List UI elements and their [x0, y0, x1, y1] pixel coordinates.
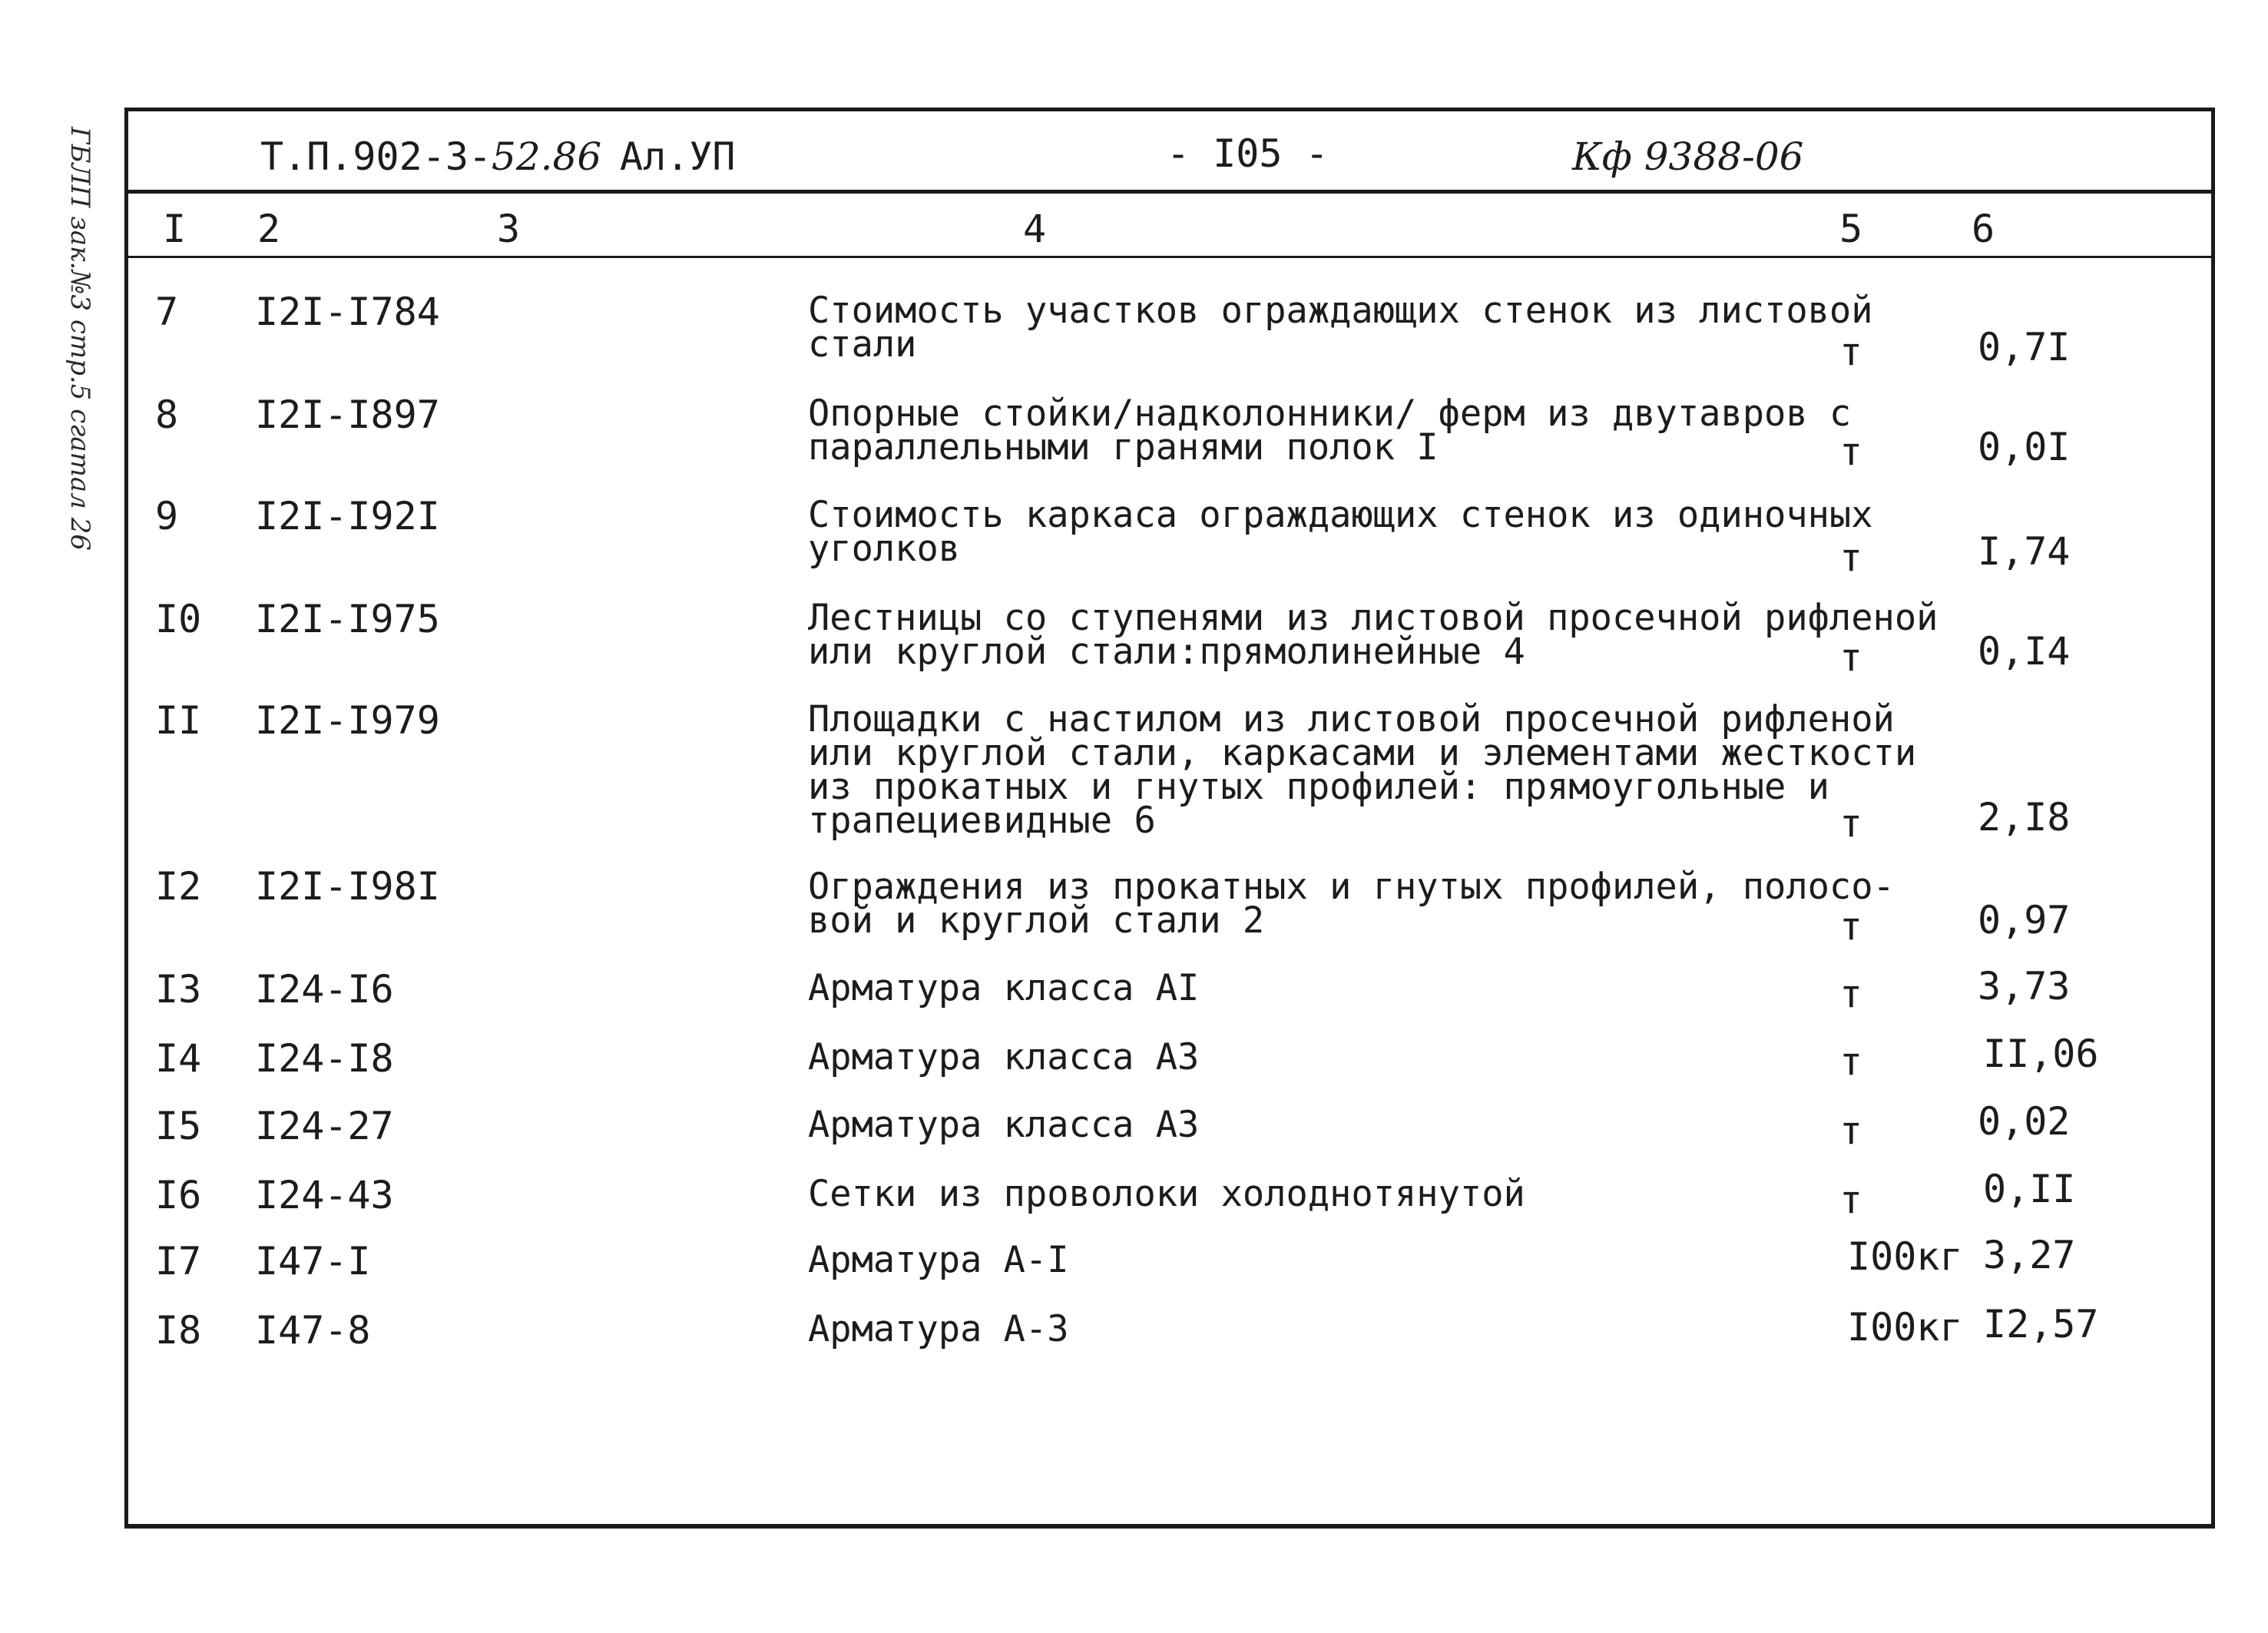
quantity: II,06 [1983, 1032, 2099, 1076]
row-number: 9 [155, 494, 179, 538]
quantity: 0,I4 [1978, 629, 2071, 674]
row-number: I6 [155, 1173, 202, 1217]
unit: т [1839, 535, 1863, 580]
work-description: Стоимость каркаса ограждающих стенок из одиночных уголков [808, 494, 1873, 570]
price-code: I2I-I784 [255, 290, 440, 334]
quantity: I,74 [1978, 529, 2071, 574]
quantity: 0,97 [1978, 898, 2071, 942]
quantity: 3,27 [1983, 1233, 2076, 1277]
work-description: Лестницы со ступенями из листовой просечной рифленой или круглой стали:прямолинейные 4 [808, 597, 1939, 673]
price-code: I24-43 [255, 1173, 394, 1217]
quantity: 0,02 [1978, 1099, 2071, 1144]
unit: т [1839, 635, 1863, 680]
price-code: I47-8 [255, 1308, 371, 1353]
price-code: I24-I8 [255, 1036, 394, 1081]
price-code: I2I-I92I [255, 494, 440, 538]
column-header-3: 3 [497, 207, 521, 251]
project-number-handwritten: 52.86 [492, 134, 602, 179]
price-code: I2I-I897 [255, 393, 440, 437]
row-number: 7 [155, 290, 179, 334]
unit: т [1839, 1108, 1863, 1153]
quantity: 2,I8 [1978, 795, 2071, 840]
quantity: 0,7I [1978, 325, 2071, 369]
unit: т [1839, 801, 1863, 846]
unit: т [1839, 1039, 1863, 1084]
row-number: 8 [155, 393, 179, 437]
page-number: - I05 - [1167, 131, 1329, 176]
row-number: I5 [155, 1104, 202, 1148]
work-description: Арматура класса АI [808, 967, 1200, 1009]
column-header-6: 6 [1972, 207, 1995, 251]
work-description: Стоимость участков ограждающих стенок из листовой стали [808, 290, 1873, 366]
unit: т [1839, 429, 1863, 474]
quantity: I2,57 [1983, 1302, 2099, 1346]
price-code: I47-I [255, 1239, 371, 1284]
price-code: I2I-I98I [255, 864, 440, 909]
column-header-divider [128, 256, 2211, 258]
column-header-5: 5 [1839, 207, 1863, 251]
row-number: I3 [155, 967, 202, 1012]
work-description: Арматура А-3 [808, 1308, 1069, 1350]
price-code: I2I-I979 [255, 698, 440, 743]
row-number: I2 [155, 864, 202, 909]
album-label: Ал.УП [620, 134, 736, 179]
column-header-2: 2 [257, 207, 281, 251]
margin-note-text: ГБЛП зак.№3 стр.5 сгатал 26 [65, 127, 95, 551]
unit: I00кг [1847, 1305, 1963, 1350]
row-number: I0 [155, 597, 202, 641]
work-description: Площадки с настилом из листовой просечной рифленой или круглой стали, каркасами и элементами жесткости из прокатных и гнутых профилей: прямоугольные и трапециевидные 6 [808, 698, 1917, 842]
row-number: I4 [155, 1036, 202, 1081]
price-code: I24-27 [255, 1104, 394, 1148]
unit: т [1839, 904, 1863, 949]
header-divider [128, 190, 2211, 194]
quantity: 0,II [1983, 1167, 2076, 1211]
unit: т [1839, 330, 1863, 374]
document-frame [124, 108, 2215, 1529]
price-code: I24-I6 [255, 967, 394, 1012]
work-description: Сетки из проволоки холоднотянутой [808, 1173, 1525, 1215]
row-number: II [155, 698, 202, 743]
work-description: Арматура класса А3 [808, 1036, 1200, 1078]
margin-note [48, 127, 109, 551]
project-number [260, 134, 602, 179]
column-header-1: I [163, 207, 187, 251]
project-number-printed: Т.П.902-3- [260, 134, 492, 179]
work-description: Арматура А-I [808, 1239, 1069, 1281]
work-description: Опорные стойки/надколонники/ ферм из двутавров с параллельными гранями полок I [808, 393, 1852, 469]
price-code: I2I-I975 [255, 597, 440, 641]
unit: I00кг [1847, 1234, 1963, 1279]
unit: т [1839, 972, 1863, 1016]
document-code: Кф 9388-06 [1572, 134, 1804, 179]
work-description: Арматура класса А3 [808, 1104, 1200, 1146]
row-number: I7 [155, 1239, 202, 1284]
column-header-4: 4 [1023, 207, 1047, 251]
row-number: I8 [155, 1308, 202, 1353]
quantity: 0,0I [1978, 425, 2071, 469]
work-description: Ограждения из прокатных и гнутых профилей, полосо- вой и круглой стали 2 [808, 866, 1895, 942]
unit: т [1839, 1178, 1863, 1222]
quantity: 3,73 [1978, 964, 2071, 1009]
